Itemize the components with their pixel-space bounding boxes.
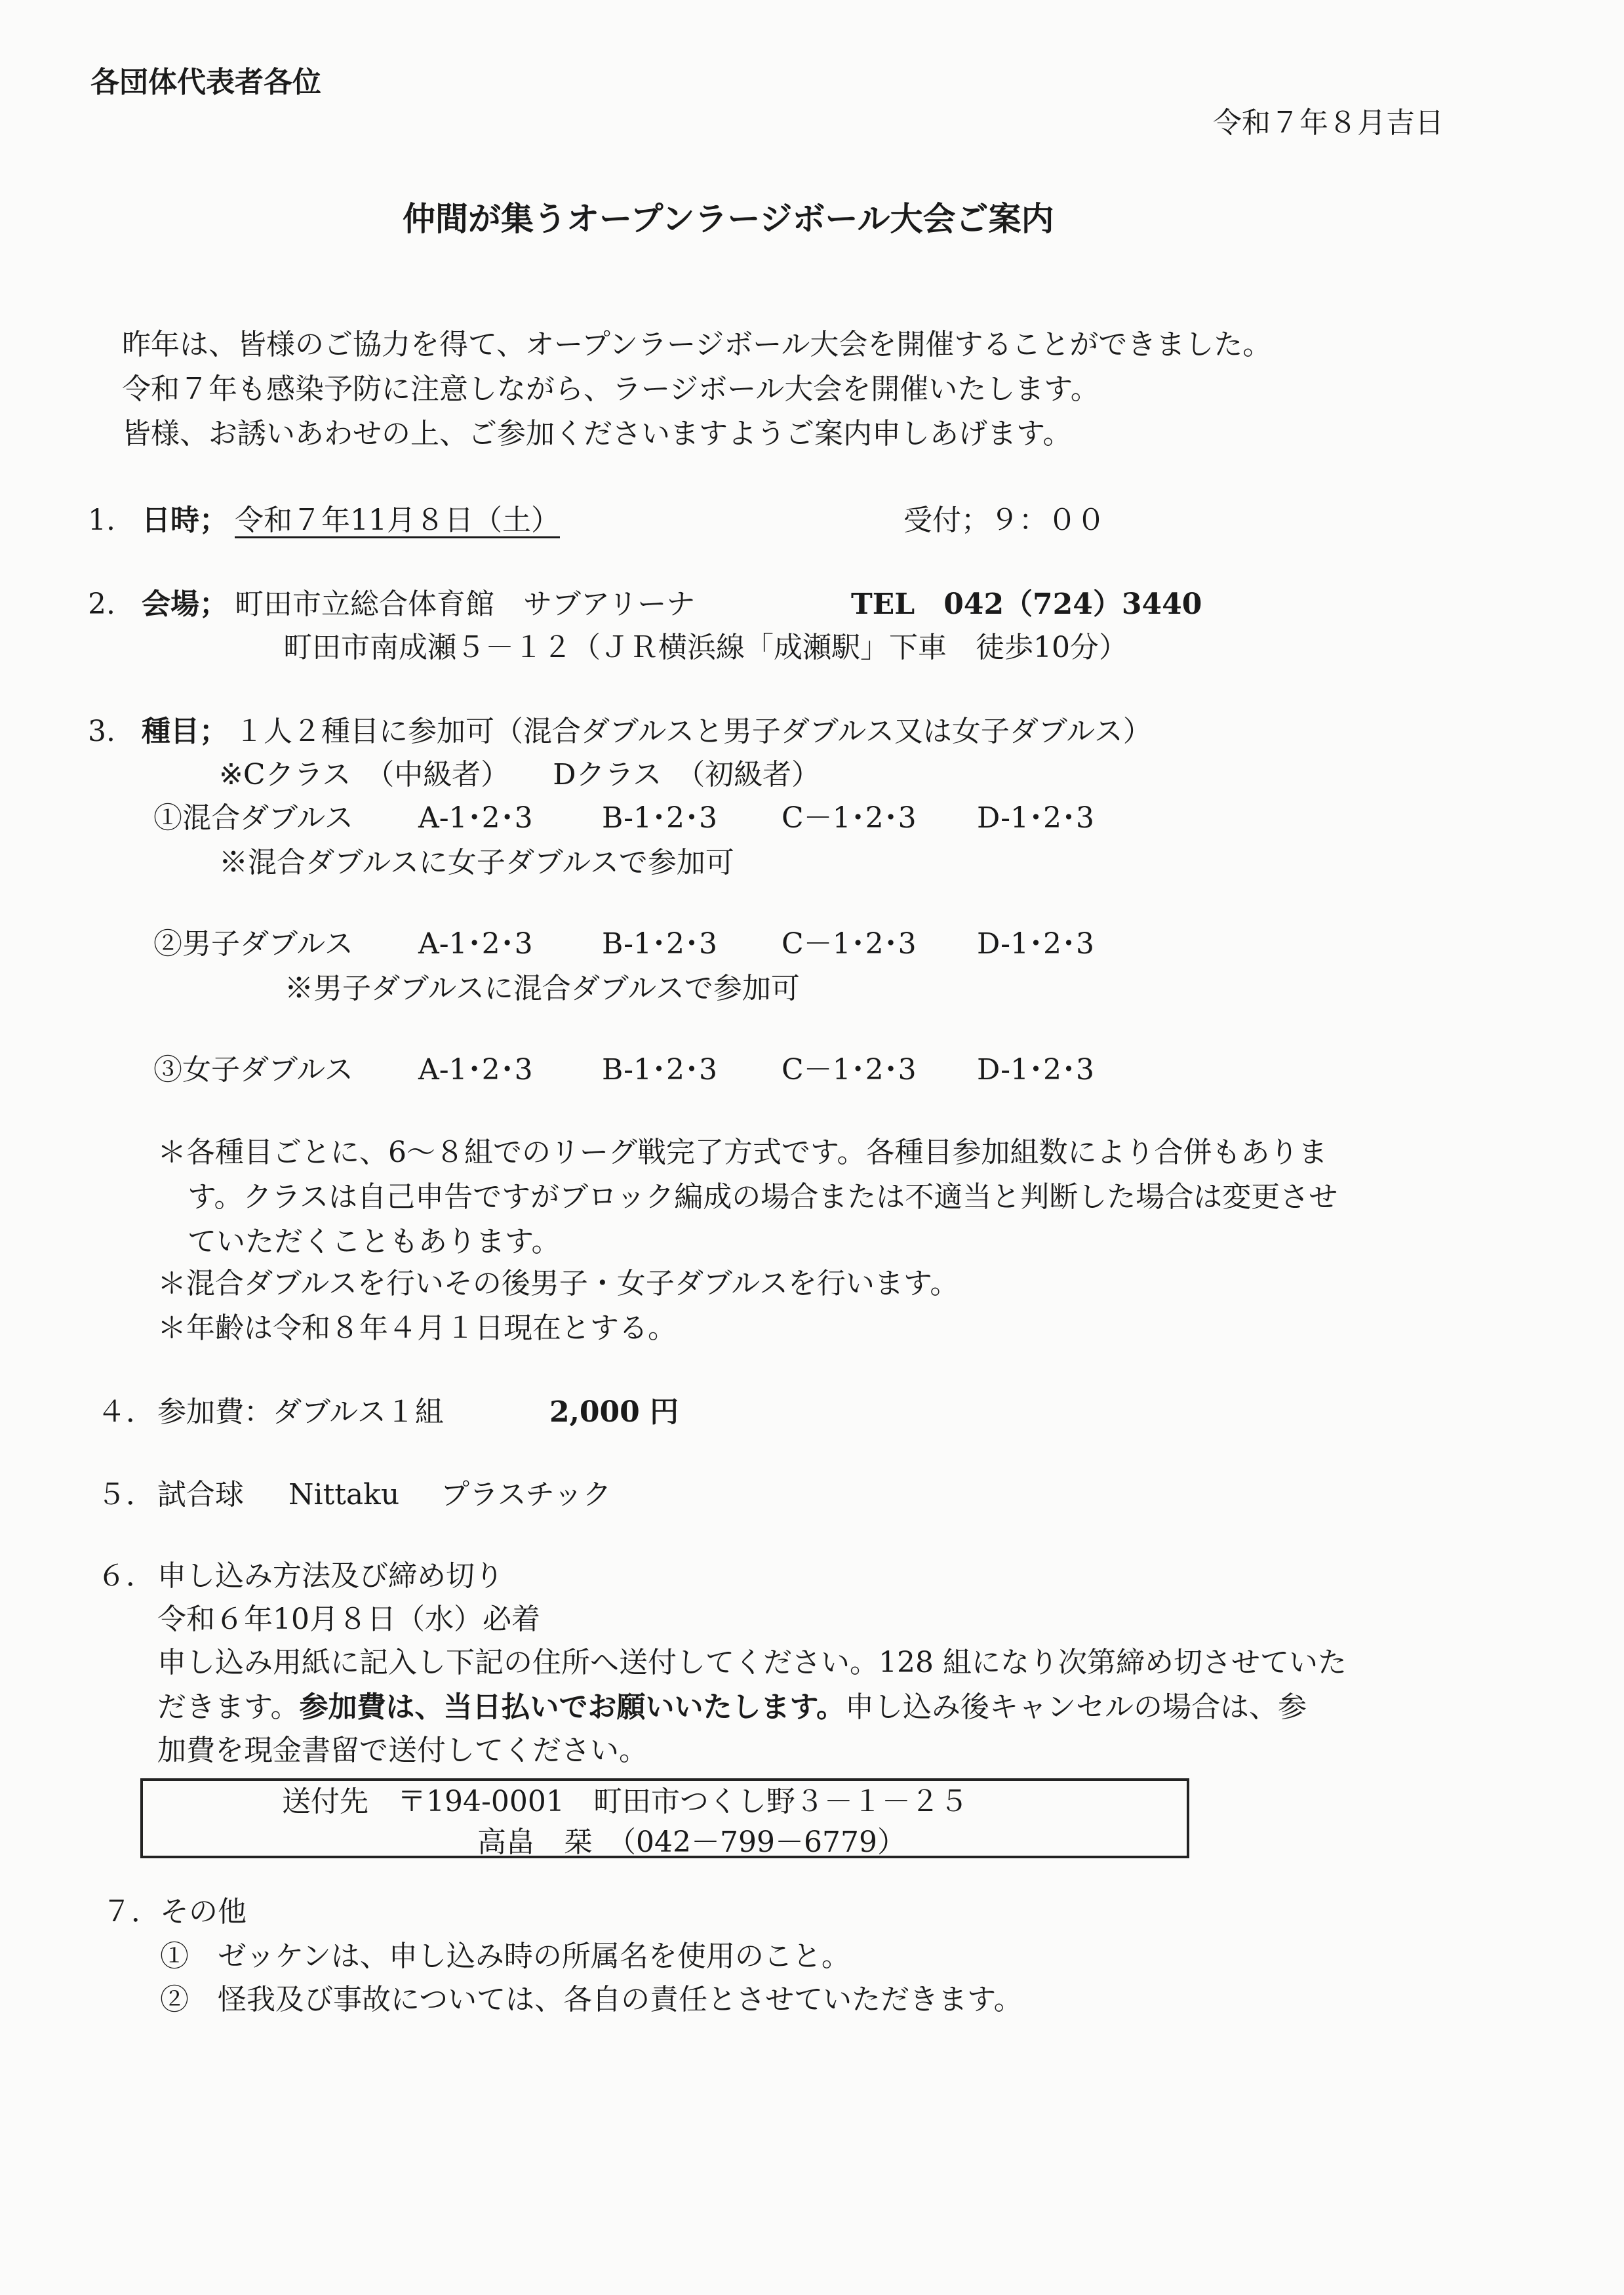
event-class-d: D-1･2･3 [977, 927, 1094, 961]
item-label-ball: 試合球 [157, 1478, 244, 1511]
item-label-venue: 会場； [142, 588, 228, 621]
events-description: １人２種目に参加可（混合ダブルスと男子ダブルス又は女子ダブルス） [235, 715, 1152, 748]
event-class-a: A-1･2･3 [418, 801, 533, 835]
application-line: だきます。参加費は、当日払いでお願いいたします。申し込み後キャンセルの場合は、参 [157, 1690, 1307, 1724]
event-class-a: A-1･2･3 [418, 927, 533, 961]
intro-line: 昨年は、皆様のご協力を得て、オープンラージボール大会を開催することができました。 [122, 328, 1272, 361]
item-label-other: その他 [160, 1895, 247, 1928]
item-number: 1. [88, 504, 115, 537]
class-line: ※Cクラス （中級者） Dクラス （初級者） [219, 758, 821, 791]
event-class-c: C－1･2･3 [782, 1053, 917, 1087]
item-number: 2. [88, 588, 115, 621]
item-label-events: 種目； [142, 715, 228, 748]
event-name: ③女子ダブルス [153, 1053, 353, 1087]
venue-address: 町田市南成瀬５－１２（ＪＲ横浜線「成瀬駅」下車 徒歩10分） [283, 631, 1128, 664]
other-note: ① ゼッケンは、申し込み時の所属名を使用のこと。 [160, 1940, 850, 1973]
mailing-address: 送付先 〒194-0001 町田市つくし野３－１－２５ [282, 1785, 968, 1818]
page-title: 仲間が集うオープンラージボール大会ご案内 [403, 199, 1054, 238]
item-label-datetime: 日時； [142, 504, 228, 537]
item-label-application: 申し込み方法及び締め切り [157, 1559, 504, 1593]
document-date: 令和７年８月吉日 [1213, 106, 1444, 140]
event-class-c: C－1･2･3 [782, 927, 917, 961]
other-note: ② 怪我及び事故については、各自の責任とさせていただきます。 [160, 1983, 1023, 2016]
item-number: ７． [102, 1895, 160, 1928]
item-number: ５． [97, 1478, 155, 1511]
item-number: 3. [88, 715, 115, 748]
event-name: ②男子ダブルス [153, 927, 353, 961]
item-number: ４． [97, 1395, 155, 1429]
item-number: ６． [97, 1559, 155, 1593]
recipient: 各団体代表者各位 [90, 66, 321, 99]
event-class-b: B-1･2･3 [602, 1053, 717, 1087]
intro-line: 令和７年も感染予防に注意しながら、ラージボール大会を開催いたします。 [122, 372, 1099, 406]
event-class-d: D-1･2･3 [977, 1053, 1094, 1087]
events-note: ＊混合ダブルスを行いその後男子・女子ダブルスを行います。 [157, 1267, 959, 1300]
application-deadline: 令和６年10月８日（水）必着 [157, 1603, 540, 1636]
contact-person: 高畠 栞 （042－799－6779） [477, 1826, 906, 1859]
events-note: ＊年齢は令和８年４月１日現在とする。 [157, 1311, 677, 1345]
events-note: ていただくこともあります。 [188, 1225, 561, 1258]
event-note: ※混合ダブルスに女子ダブルスで参加可 [219, 846, 734, 879]
venue-name: 町田市立総合体育館 サブアリーナ [235, 588, 696, 621]
ball-type: プラスチック [441, 1478, 612, 1511]
item-label-fee: 参加費：ダブルス１組 [157, 1395, 444, 1429]
event-class-a: A-1･2･3 [418, 1053, 533, 1087]
application-line: 申し込み用紙に記入し下記の住所へ送付してください。128 組になり次第締め切させていた [157, 1646, 1347, 1679]
event-note: ※男子ダブルスに混合ダブルスで参加可 [285, 972, 800, 1005]
intro-line: 皆様、お誘いあわせの上、ご参加くださいますようご案内申しあげます。 [122, 417, 1072, 450]
event-name: ①混合ダブルス [153, 801, 353, 835]
events-note: ＊各種目ごとに、6～８組でのリーグ戦完了方式です。各種目参加組数により合併もありま [157, 1136, 1328, 1169]
application-line: 加費を現金書留で送付してください。 [157, 1734, 648, 1767]
venue-tel: TEL 042（724）3440 [851, 588, 1202, 621]
event-class-b: B-1･2･3 [602, 801, 717, 835]
reception-time: 受付；９：００ [903, 504, 1105, 537]
ball-brand: Nittaku [288, 1478, 400, 1511]
event-class-b: B-1･2･3 [602, 927, 717, 961]
event-class-c: C－1･2･3 [782, 801, 917, 835]
event-date: 令和７年11月８日（土） [235, 504, 560, 537]
fee-payment-note: 参加費は、当日払いでお願いいたします。 [299, 1690, 845, 1724]
event-class-d: D-1･2･3 [977, 801, 1094, 835]
events-note: す。クラスは自己申告ですがブロック編成の場合または不適当と判断した場合は変更させ [188, 1180, 1338, 1214]
fee-amount: 2,000 円 [549, 1395, 679, 1429]
